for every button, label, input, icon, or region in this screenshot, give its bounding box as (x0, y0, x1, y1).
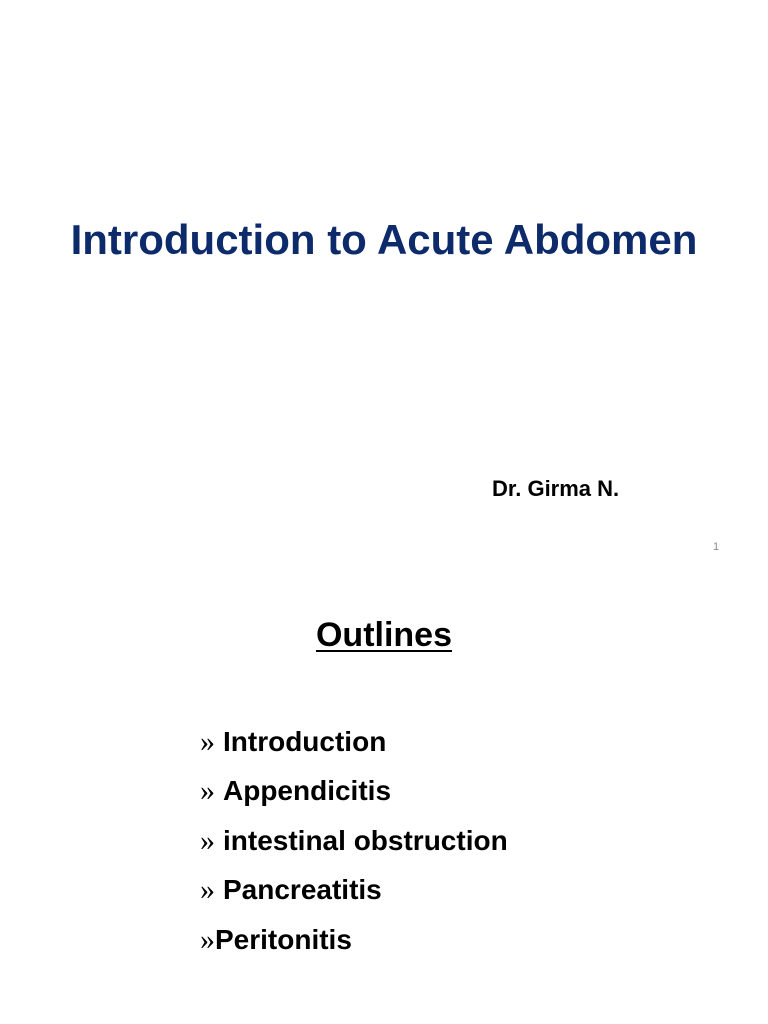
slide-title: Introduction to Acute Abdomen (70, 216, 698, 263)
list-item (200, 816, 508, 866)
list-item-label: Peritonitis (215, 923, 352, 955)
outline-list (200, 717, 508, 965)
list-item-label: Appendicitis (223, 775, 392, 807)
author-name: Dr. Girma N. (492, 476, 620, 501)
list-item (200, 717, 508, 767)
bullet-icon: » (200, 823, 215, 857)
list-item-label: intestinal obstruction (223, 824, 508, 856)
list-item (200, 915, 508, 965)
bullet-icon: » (200, 774, 215, 808)
slide-number: 1 (713, 541, 720, 553)
outline-slide (0, 576, 768, 1024)
bullet-icon: » (200, 922, 215, 956)
outline-heading: Outlines (315, 616, 453, 654)
list-item-label: Pancreatitis (223, 874, 382, 906)
list-item-label: Introduction (223, 725, 387, 757)
bullet-icon: » (200, 873, 215, 907)
list-item (200, 767, 508, 817)
bullet-icon: » (200, 724, 215, 758)
list-item (200, 866, 508, 916)
